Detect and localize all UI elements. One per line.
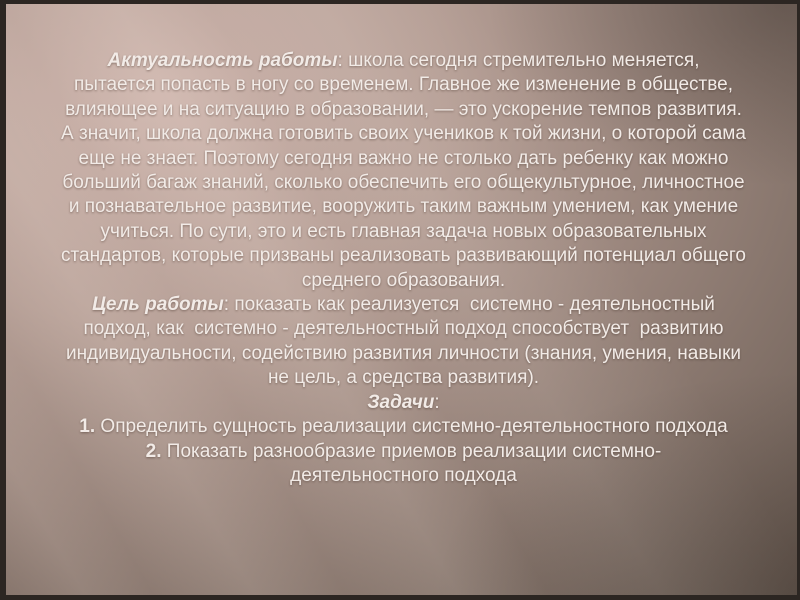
text-segment: : xyxy=(434,391,440,413)
text-line xyxy=(40,147,767,171)
text-line xyxy=(40,73,767,97)
text-line xyxy=(40,98,767,122)
text-segment: не цель, а средства развития). xyxy=(267,367,540,389)
text-segment: стандартов, которые призваны реализовать развивающий потенциал общего xyxy=(61,245,746,267)
text-segment: и познавательное развитие, вооружить таким важным умением, как умение xyxy=(68,196,739,218)
text-line xyxy=(40,440,767,464)
text-line xyxy=(40,464,767,488)
text-segment: деятельностного подхода xyxy=(290,464,517,486)
text-segment: Цель работы xyxy=(92,294,224,316)
text-segment: Задачи xyxy=(367,391,435,413)
presentation-slide xyxy=(6,4,797,595)
text-line xyxy=(40,293,767,317)
text-line xyxy=(40,415,767,439)
text-segment: больший багаж знаний, сколько обеспечить его общекультурное, личностное xyxy=(62,172,745,194)
text-segment: : показать как реализуется системно - деятельностный xyxy=(223,294,715,316)
text-segment: учиться. По сути, это и есть главная задача новых образовательных xyxy=(100,220,707,242)
text-line xyxy=(40,195,767,219)
slide-text-block xyxy=(40,49,767,488)
text-line xyxy=(40,171,767,195)
text-segment: : школа сегодня стремительно меняется, xyxy=(337,50,700,71)
text-line xyxy=(40,122,767,146)
text-segment: индивидуальности, содействию развития личности (знания, умения, навыки xyxy=(65,342,742,364)
text-line xyxy=(40,220,767,244)
text-line xyxy=(40,49,767,73)
text-line xyxy=(40,317,767,341)
text-segment: среднего образования. xyxy=(301,269,506,291)
text-segment: влияющее и на ситуацию в образовании, — это ускорение темпов развития. xyxy=(65,98,742,120)
text-segment: Актуальность работы xyxy=(107,50,338,71)
text-segment: пытается попасть в ногу со временем. Главное же изменение в обществе, xyxy=(74,74,733,96)
text-segment: А значит, школа должна готовить своих учеников к той жизни, о которой сама xyxy=(61,123,746,145)
text-segment: Показать разнообразие приемов реализации системно- xyxy=(161,440,662,462)
text-segment: 1. xyxy=(79,416,96,438)
text-segment: подход, как системно - деятельностный подход способствует развитию xyxy=(83,318,724,340)
text-line xyxy=(40,269,767,293)
text-segment: еще не знает. Поэтому сегодня важно не столько дать ребенку как можно xyxy=(78,147,729,169)
text-segment: 2. xyxy=(145,440,162,462)
text-line xyxy=(40,366,767,390)
text-line xyxy=(40,391,767,415)
text-segment: Определить сущность реализации системно-деятельностного подхода xyxy=(95,416,728,438)
text-line xyxy=(40,342,767,366)
text-line xyxy=(40,244,767,268)
